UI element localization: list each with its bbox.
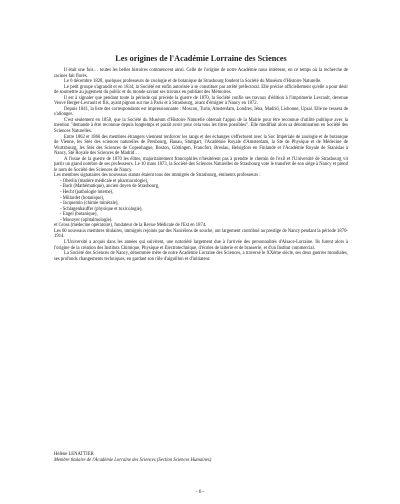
paragraph: et Gross (médecine opératoire), fondateur de la Revue Médicale de l'Est en 1874. [54, 223, 207, 229]
list-item: - Jacquemin (chimie minérale), [60, 201, 119, 207]
member-list [54, 179, 348, 223]
list-item: - Oberlin (matière médicale et pharmacologie), [60, 178, 149, 184]
list-item: - Schlagenhauffer (physique et toxicologie), [60, 206, 143, 212]
paragraph: C'est seulement en 1858, que la Société du Muséum d'Histoire Naturelle obtenait l'appui de la Mairie pour être reconnue d'utilité publique avec la mention "demande à être reconnue depuis longtemps et paraît avoir pour cela tous les titres possibles". Elle modifiait alors sa dénomination en Société des Sciences Naturelles. [54, 117, 348, 135]
author-role: Membre titulaire de l'Académie Lorraine des Sciences (Section Sciences Humaines) [54, 457, 212, 463]
list-item: - Monoyer (ophtalmologie). [60, 217, 113, 223]
paragraph: Entre 1862 et 1866 des membres étrangers viennent renforcer les rangs et des échanges s'effectuent avec la Soc Impériale de zoologie et de botanique de Vienne, les Stés des sciences naturelles de Presbourg, Hanau, Stuttgart, l'Académie Royale d'Amsterdam, la Sté de Physique et de Médecine de Wurtzbourg, les Stés des Sciences de Copenhague, Boston, Göttingen, Francfort, Breslau, Helsigfors en Finlande et l'Académie Royale de Stanislas à Nancy, Sté Royale des Sciences de Madrid… [54, 134, 348, 157]
page-title: Les origines de l'Académie Lorraine des Sciences [115, 54, 287, 63]
article-body [54, 68, 348, 262]
list-item: - Millardet (botanique), [60, 195, 105, 201]
paragraph: Il est à signaler que pendant toute la période qui précède la guerre de 1870, la Société confie ses travaux d'édition à l'imprimerie Levrault, devenue Veuve Berger-Levrault et fils, ayant pignon sur rue à Paris et à Strasbourg, avant d'émigrer à Nancy en 1872. [54, 95, 348, 107]
author-signature [54, 452, 350, 464]
paragraph: Le petit groupe s'agrandit et en 1834, la Société est enfin autorisée à se constituer par arrêté préfectoral. Elle précise officiellement qu'elle a pour désir de soumettre au jugement du public et du monde savant ses travaux en publiant des Mémoires. [54, 84, 348, 96]
paragraph: Il était une fois… toutes les belles histoires commencent ainsi. Celle de l'origine de notre Académie nous intéresse, en ce temps où la recherche de racines fait florès. [54, 68, 348, 79]
page-number: - 6 - [195, 489, 205, 495]
list-item: - Hecht (pathologie interne), [60, 190, 114, 196]
paragraph: La Société des Sciences de Nancy, dénommée mère de notre Académie Lorraine des Sciences, a traversé le XXème siècle, ses deux guerres mondiales, ses profonds changements techniques, en gardant son rôle d'aiguillon et d'initiateur. [54, 251, 348, 262]
paragraph: Depuis 1841, la liste des correspondants est impressionnante : Moscou, Turin, Amsterdam, Londres, Iéna, Madrid, Lisbonne, Upsal. Elle ne cessera de s'allonger. [54, 106, 348, 118]
paragraph: Les 60 nouveaux membres titulaires, immigrés rejoints par des Nancéiens de souche, ont largement contribué au prestige de Nancy pendant la période 1870-1914. [54, 228, 348, 240]
author-name: Hélène LENATTIER [54, 452, 94, 457]
paragraph: Les membres signataires des nouveaux statuts étaient tous des immigrés de Strasbourg, éminents professeurs : [54, 173, 261, 179]
paragraph: A l'issue de la guerre de 1870 les élites, majoritairement francophiles n'hésitèrent pas à prendre le chemin de l'exil et l'Université de Strasbourg vit partir un grand nombre de ses professeurs. Le 10 mars 1873, la Société des Sciences Naturelles de Strasbourg vote le transfert de son siège à Nancy et prend le nom de Société des Sciences de Nancy. [54, 156, 348, 173]
paragraph: Le 6 décembre 1828, quelques professeurs de zoologie et de botanique de Strasbourg fondent la Société du Muséum d'Histoire Naturelle. [64, 79, 322, 85]
list-item: - Bach (Mathématique), ancien doyen de Strasbourg, [60, 184, 160, 190]
paragraph: L'Université a acquis dans les années qui suivirent, une notoriété largement due à l'arrivée des personnalités d'Alsace-Lorraine. Ils furent alors à l'origine de la création des Instituts Chimique, Physique et Electrotechnique, d'écoles de laiterie et de brasserie, et d'un Institut commercial. [54, 239, 348, 251]
list-item: - Engel (botanique), [60, 212, 98, 218]
